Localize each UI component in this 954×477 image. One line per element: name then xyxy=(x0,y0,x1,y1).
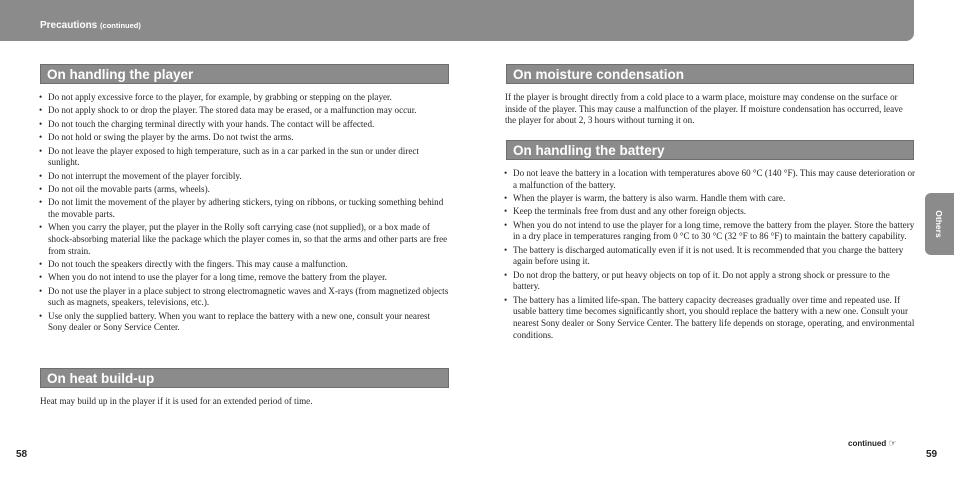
page-number-left: 58 xyxy=(16,449,28,460)
battery-list xyxy=(504,168,916,343)
list-item: • When you do not intend to use the player for a long time, remove the battery from the player. xyxy=(39,272,451,284)
list-item: • When you carry the player, put the player in the Rolly soft carrying case (not supplied), or a box made of shock-absorbing material like the package which the player comes in, so that the arms and other parts are free from strain. xyxy=(39,222,451,257)
list-item: • Keep the terminals free from dust and any other foreign objects. xyxy=(504,206,916,218)
handling-player-list xyxy=(39,92,451,336)
list-item: • Do not oil the movable parts (arms, wheels). xyxy=(39,184,451,196)
list-item: • Do not touch the speakers directly with the fingers. This may cause a malfunction. xyxy=(39,259,451,271)
section-title: On moisture condensation xyxy=(513,67,685,82)
list-item: • Do not drop the battery, or put heavy objects on top of it. Do not apply a strong shock or pressure to the battery. xyxy=(504,270,916,293)
list-item: • Do not leave the player exposed to high temperature, such as in a car parked in the sun or under direct sunlight. xyxy=(39,146,451,169)
continued-label: continued xyxy=(848,439,887,448)
section-title: On handling the player xyxy=(47,67,194,82)
list-item: • Do not touch the charging terminal directly with your hands. The contact will be affected. xyxy=(39,119,451,131)
section-title: On heat build-up xyxy=(47,371,155,386)
list-item: • Do not use the player in a place subject to strong electromagnetic waves and X-rays (from magnetized objects such as magnets, speakers, televisions, etc.). xyxy=(39,286,451,309)
header-title xyxy=(40,20,141,31)
section-header-handling-player xyxy=(40,64,449,84)
list-item: • Do not interrupt the movement of the player forcibly. xyxy=(39,171,451,183)
header-subtitle: (continued) xyxy=(100,21,141,30)
heat-buildup-text: Heat may build up in the player if it is used for an extended period of time. xyxy=(40,396,313,406)
side-tab-label: Others xyxy=(934,210,944,238)
page-number-right: 59 xyxy=(926,449,938,460)
list-item: • The battery is discharged automatically even if it is not used. It is recommended that you charge the battery again before using it. xyxy=(504,245,916,268)
section-header-moisture xyxy=(506,64,914,84)
section-header-heat-buildup xyxy=(40,368,449,388)
header-title-text: Precautions xyxy=(40,20,98,31)
list-item: • When you do not intend to use the player for a long time, remove the battery from the player. Store the battery in a dry place in temperatures ranging from 0 °C to 30 °C (32 °F to 86 °F) to maintain the battery capability. xyxy=(504,220,916,243)
continued-indicator xyxy=(848,438,897,449)
list-item: • Do not apply excessive force to the player, for example, by grabbing or stepping on the player. xyxy=(39,92,451,104)
section-header-battery xyxy=(506,140,914,160)
list-item: • Do not hold or swing the player by the arms. Do not twist the arms. xyxy=(39,132,451,144)
list-item: • Do not apply shock to or drop the player. The stored data may be erased, or a malfunction may occur. xyxy=(39,105,451,117)
moisture-text: If the player is brought directly from a cold place to a warm place, moisture may condense on the surface or inside of the player. This may cause a malfunction of the player. If moisture condensation has occurred, leave the player for about 2, 3 hours without turning it on. xyxy=(505,92,903,126)
section-title: On handling the battery xyxy=(513,143,665,158)
list-item: • Do not limit the movement of the player by adhering stickers, tying on ribbons, or tucking something behind the movable parts. xyxy=(39,197,451,220)
list-item: • Use only the supplied battery. When you want to replace the battery with a new one, consult your nearest Sony dealer or Sony Service Center. xyxy=(39,311,451,334)
list-item: • When the player is warm, the battery is also warm. Handle them with care. xyxy=(504,193,916,205)
list-item: • Do not leave the battery in a location with temperatures above 60 °C (140 °F). This may cause deterioration or a malfunction of the battery. xyxy=(504,168,916,191)
list-item: • The battery has a limited life-span. The battery capacity decreases gradually over time and repeated use. If usable battery time becomes significantly short, you should replace the battery with a new one. Consult your nearest Sony dealer or Sony Service Center. The battery life depends on storage, operating, and environmental conditions. xyxy=(504,295,916,341)
pointing-hand-icon: ☞ xyxy=(888,438,897,448)
